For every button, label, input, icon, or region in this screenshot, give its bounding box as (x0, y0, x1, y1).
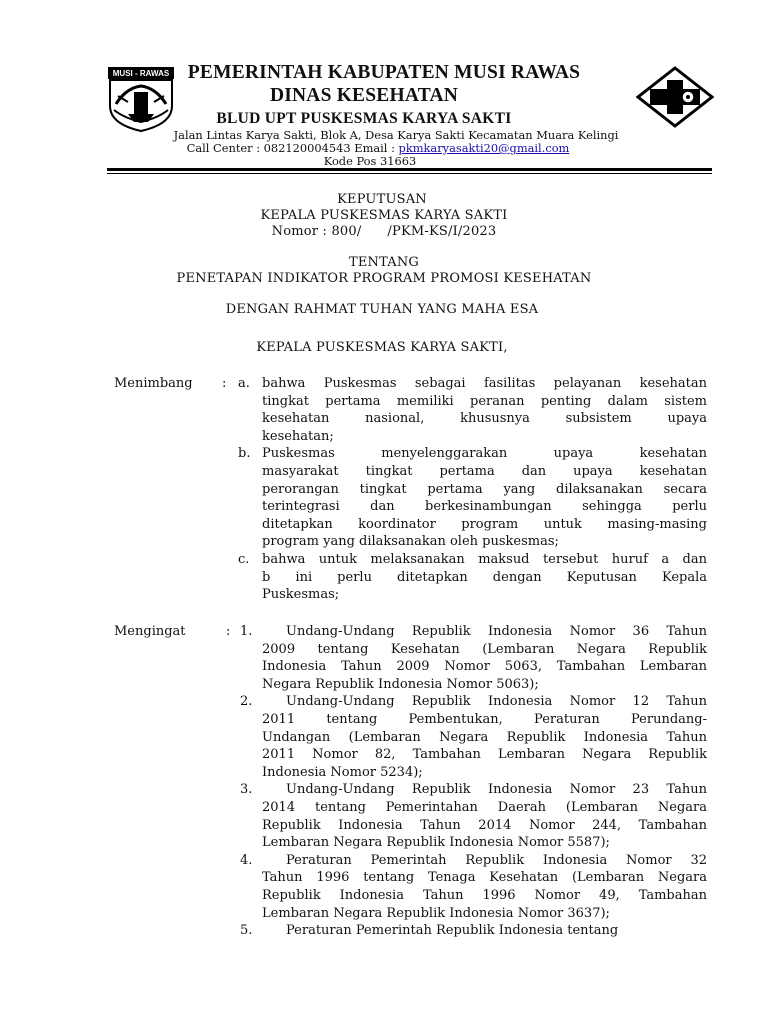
mengingat-item-line: 2011 Nomor 82, Tambahan Lembaran Negara Republik (262, 747, 707, 763)
menimbang-item-mark: b. (238, 446, 251, 462)
letterhead-government: PEMERINTAH KABUPATEN MUSI RAWAS (187, 62, 581, 83)
menimbang-item-line: ditetapkan koordinator program untuk masing-masing (262, 516, 707, 532)
mengingat-label: Mengingat (114, 624, 186, 639)
letterhead-rule-thick (107, 168, 712, 171)
menimbang-item-line: bahwa Puskesmas sebagai fasilitas pelayanan kesehatan (262, 376, 707, 391)
mengingat-colon: : (226, 624, 231, 639)
decree-subject: PENETAPAN INDIKATOR PROGRAM PROMOSI KESEHATAN (176, 271, 592, 286)
menimbang-item-mark: c. (238, 552, 250, 567)
mengingat-item-line: 2014 tentang Pemerintahan Daerah (Lembaran Negara (262, 800, 707, 815)
decree-heading: KEPUTUSAN (337, 192, 427, 207)
mengingat-item-mark: 1. (240, 624, 253, 639)
mengingat-item-line: 2011 tentang Pembentukan, Peraturan Perundang- (262, 712, 707, 727)
mengingat-item-mark: 4. (240, 852, 253, 868)
mengingat-item-line: Lembaran Negara Republik Indonesia Nomor 5587); (262, 835, 610, 851)
menimbang-item-line: tingkat pertama memiliki peranan penting dalam sistem (262, 393, 707, 409)
menimbang-item-line: perorangan tingkat pertama yang dilaksanakan secara (262, 481, 707, 497)
logo-text: MUSI - RAWAS (112, 69, 170, 78)
letterhead-rule-thin (107, 173, 712, 174)
email-link[interactable]: pkmkaryasakti20@gmail.com (398, 141, 570, 155)
letterhead-contact (0, 141, 762, 155)
menimbang-item-line: Puskesmas menyelenggarakan upaya kesehatan (262, 446, 707, 462)
menimbang-colon: : (222, 376, 227, 391)
menimbang-item-line: terintegrasi dan berkesinambungan sehingga perlu (262, 499, 707, 515)
mengingat-item-line: Peraturan Pemerintah Republik Indonesia tentang (286, 923, 619, 939)
letterhead-institution: BLUD UPT PUSKESMAS KARYA SAKTI (216, 110, 512, 127)
letterhead-address: Jalan Lintas Karya Sakti, Blok A, Desa Karya Sakti Kecamatan Muara Kelingi (173, 128, 619, 142)
mengingat-item-mark: 3. (240, 782, 253, 798)
mengingat-item-line: Undang-Undang Republik Indonesia Nomor 23 Tahun (286, 782, 707, 798)
mengingat-item-mark: 2. (240, 694, 253, 710)
letterhead-department: DINAS KESEHATAN (269, 85, 459, 106)
menimbang-item-line: bahwa untuk melaksanakan maksud tersebut huruf a dan (262, 552, 707, 567)
menimbang-item-line: kesehatan; (262, 428, 334, 444)
mengingat-item-line: Undangan (Lembaran Negara Republik Indonesia Tahun (262, 729, 707, 745)
decree-authority: KEPALA PUSKESMAS KARYA SAKTI, (256, 340, 508, 355)
mengingat-item-line: Negara Republik Indonesia Nomor 5063); (262, 676, 539, 692)
letterhead-postal: Kode Pos 31663 (323, 154, 417, 168)
decree-issuer: KEPALA PUSKESMAS KARYA SAKTI (260, 208, 508, 223)
mengingat-item-mark: 5. (240, 923, 253, 939)
menimbang-label: Menimbang (114, 376, 193, 391)
mengingat-item-line: Tahun 1996 tentang Tenaga Kesehatan (Lembaran Negara (262, 870, 707, 886)
mengingat-item-line: Indonesia Tahun 2009 Nomor 5063, Tambahan Lembaran (262, 659, 707, 675)
call-center-text: Call Center : 082120004543 Email : (186, 141, 399, 155)
mengingat-item-line: Lembaran Negara Republik Indonesia Nomor 3637); (262, 905, 610, 921)
mengingat-item-line: Republik Indonesia Tahun 2014 Nomor 244, Tambahan (262, 817, 707, 833)
decree-about: TENTANG (348, 255, 420, 270)
menimbang-item-line: program yang dilaksanakan oleh puskesmas; (262, 534, 559, 550)
mengingat-item-line: Republik Indonesia Tahun 1996 Nomor 49, Tambahan (262, 888, 707, 903)
menimbang-item-line: kesehatan nasional, khususnya subsistem upaya (262, 411, 707, 427)
menimbang-item-line: masyarakat tingkat pertama dan upaya kesehatan (262, 464, 707, 479)
mengingat-item-line: Undang-Undang Republik Indonesia Nomor 12 Tahun (286, 694, 707, 710)
menimbang-item-line: b ini perlu ditetapkan dengan Keputusan Kepala (262, 569, 707, 585)
decree-number: Nomor : 800/ /PKM-KS/I/2023 (271, 224, 497, 239)
menimbang-item-mark: a. (238, 376, 250, 391)
decree-invocation: DENGAN RAHMAT TUHAN YANG MAHA ESA (225, 302, 539, 317)
mengingat-item-line: Undang-Undang Republik Indonesia Nomor 36 Tahun (286, 624, 707, 639)
mengingat-item-line: Indonesia Nomor 5234); (262, 764, 423, 780)
menimbang-item-line: Puskesmas; (262, 587, 340, 603)
mengingat-item-line: 2009 tentang Kesehatan (Lembaran Negara Republik (262, 641, 707, 657)
mengingat-item-line: Peraturan Pemerintah Republik Indonesia Nomor 32 (286, 852, 707, 868)
